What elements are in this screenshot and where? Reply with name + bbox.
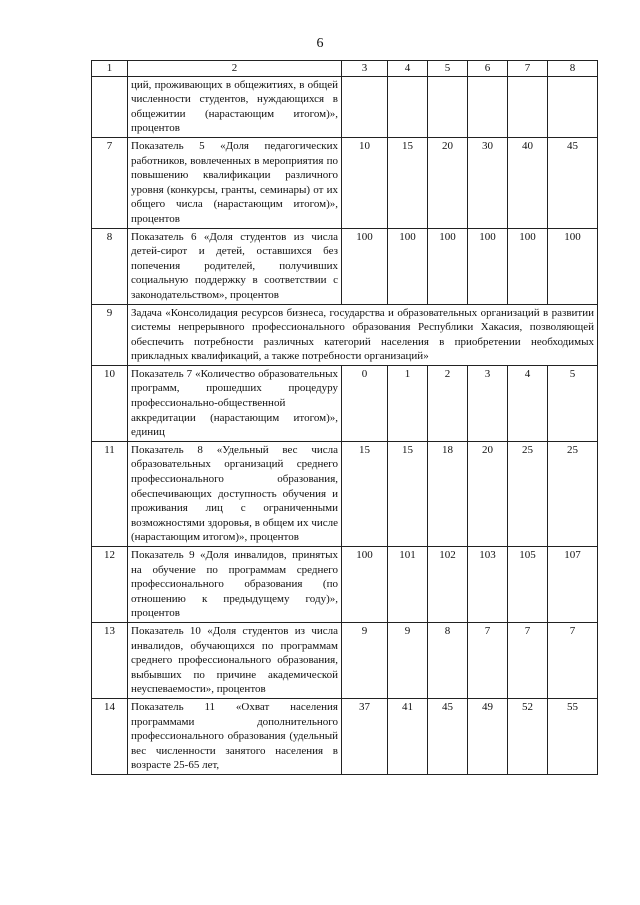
table-row <box>92 622 598 698</box>
value-cell: 100 <box>548 228 598 304</box>
indicator-description: ций, проживающих в общежитиях, в общей численности студентов, нуждающихся в общежитии (нарастающим итогом)», процентов <box>128 76 342 137</box>
table-row <box>92 441 598 546</box>
value-cell: 49 <box>468 698 508 774</box>
table-row <box>92 698 598 774</box>
value-cell: 0 <box>342 365 388 441</box>
value-cell: 10 <box>342 137 388 228</box>
value-cell: 7 <box>468 622 508 698</box>
value-cell: 7 <box>548 622 598 698</box>
value-cell: 2 <box>428 365 468 441</box>
value-cell <box>388 76 428 137</box>
row-number: 10 <box>92 365 128 441</box>
header-cell: 6 <box>468 61 508 77</box>
value-cell: 107 <box>548 547 598 623</box>
value-cell: 8 <box>428 622 468 698</box>
indicator-description: Показатель 5 «Доля педагогических работников, вовлеченных в мероприятия по повышению квалификации различного уровня (конкурсы, гранты, семинары) от их общего числа (нарастающим итогом)», процентов <box>128 137 342 228</box>
header-cell: 5 <box>428 61 468 77</box>
value-cell: 40 <box>508 137 548 228</box>
value-cell: 1 <box>388 365 428 441</box>
value-cell: 18 <box>428 441 468 546</box>
header-cell: 1 <box>92 61 128 77</box>
value-cell: 5 <box>548 365 598 441</box>
table-row <box>92 365 598 441</box>
value-cell: 100 <box>388 228 428 304</box>
value-cell: 41 <box>388 698 428 774</box>
indicator-description: Показатель 8 «Удельный вес числа образовательных организаций среднего профессионального образования, обеспечивающих доступность обучения и проживания лиц с ограниченными возможностями здоровья, в общем их числе (нарастающим итогом)», процентов <box>128 441 342 546</box>
value-cell: 25 <box>508 441 548 546</box>
value-cell: 9 <box>342 622 388 698</box>
value-cell: 9 <box>388 622 428 698</box>
header-cell: 8 <box>548 61 598 77</box>
value-cell <box>508 76 548 137</box>
value-cell: 105 <box>508 547 548 623</box>
value-cell: 100 <box>508 228 548 304</box>
indicator-description: Показатель 9 «Доля инвалидов, принятых на обучение по программам среднего профессионального образования (по отношению к предыдущему году)», процентов <box>128 547 342 623</box>
value-cell: 55 <box>548 698 598 774</box>
value-cell: 25 <box>548 441 598 546</box>
row-number: 8 <box>92 228 128 304</box>
row-number: 13 <box>92 622 128 698</box>
row-number: 12 <box>92 547 128 623</box>
value-cell: 101 <box>388 547 428 623</box>
indicator-description: Показатель 6 «Доля студентов из числа детей-сирот и детей, оставшихся без попечения родителей, получивших социальную поддержку в соответствии с законодательством», процентов <box>128 228 342 304</box>
value-cell: 30 <box>468 137 508 228</box>
value-cell: 103 <box>468 547 508 623</box>
value-cell: 100 <box>468 228 508 304</box>
header-cell: 2 <box>128 61 342 77</box>
value-cell: 100 <box>428 228 468 304</box>
indicator-description: Показатель 11 «Охват населения программами дополнительного профессионального образования (удельный вес численности занятого населения в возрасте 25-65 лет, <box>128 698 342 774</box>
value-cell: 52 <box>508 698 548 774</box>
value-cell: 102 <box>428 547 468 623</box>
value-cell <box>428 76 468 137</box>
indicator-description: Показатель 10 «Доля студентов из числа инвалидов, обучающихся по программам среднего профессионального образования, выбывших по причине академической неуспеваемости», процентов <box>128 622 342 698</box>
table-row <box>92 137 598 228</box>
value-cell: 100 <box>342 547 388 623</box>
table-row <box>92 76 598 137</box>
table-row <box>92 228 598 304</box>
value-cell: 15 <box>388 441 428 546</box>
value-cell: 3 <box>468 365 508 441</box>
value-cell: 7 <box>508 622 548 698</box>
table-row <box>92 547 598 623</box>
value-cell: 20 <box>468 441 508 546</box>
value-cell: 45 <box>548 137 598 228</box>
header-cell: 4 <box>388 61 428 77</box>
row-number: 9 <box>92 304 128 365</box>
row-number: 7 <box>92 137 128 228</box>
value-cell: 37 <box>342 698 388 774</box>
indicator-description: Показатель 7 «Количество образовательных программ, прошедших процедуру профессионально-общественной аккредитации (нарастающим итогом)», единиц <box>128 365 342 441</box>
value-cell: 15 <box>388 137 428 228</box>
task-description: Задача «Консолидация ресурсов бизнеса, государства и образовательных организаций в развитии системы непрерывного профессионального образования Республики Хакасия, позволяющей обеспечить потребности различных категорий населения в приобретении необходимых прикладных квалификаций, а также потребности организаций» <box>128 304 598 365</box>
header-row <box>92 61 598 77</box>
row-number <box>92 76 128 137</box>
indicators-table <box>91 60 598 775</box>
page-number: 6 <box>316 36 324 51</box>
row-number: 11 <box>92 441 128 546</box>
value-cell: 100 <box>342 228 388 304</box>
header-cell: 3 <box>342 61 388 77</box>
value-cell <box>548 76 598 137</box>
value-cell <box>342 76 388 137</box>
task-row <box>92 304 598 365</box>
value-cell <box>468 76 508 137</box>
row-number: 14 <box>92 698 128 774</box>
header-cell: 7 <box>508 61 548 77</box>
value-cell: 4 <box>508 365 548 441</box>
value-cell: 45 <box>428 698 468 774</box>
value-cell: 20 <box>428 137 468 228</box>
value-cell: 15 <box>342 441 388 546</box>
